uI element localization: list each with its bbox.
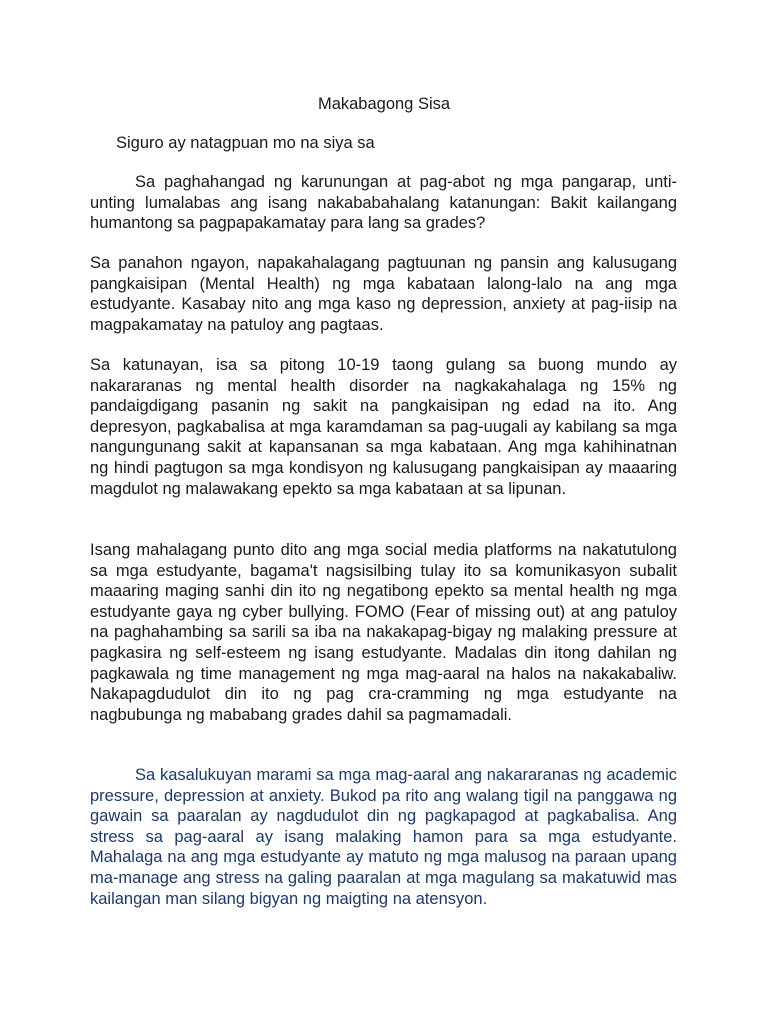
paragraph-intro: Sa paghahangad ng karunungan at pag-abot ng mga pangarap, unti-unting lumalabas ang isang nakababahalang katanungan: Bakit kailangang humantong sa pagpapakamatay para lang sa grades?: [90, 173, 677, 233]
paragraph-social-media: Isang mahalagang punto dito ang mga social media platforms na nakatutulong sa mga estudyante, bagama't nagsisilbing tulay ito sa komunikasyon subalit maaaring maging sanhi din ito ng negatibong epekto sa mental health ng mga estudyante gaya ng cyber bullying. FOMO (Fear of missing out) at ang patuloy na paghahambing sa sarili sa iba na nakakapag-bigay ng malaking pressure at pagkasira ng self-esteem ng isang estudyante. Madalas din itong dahilan ng pagkawala ng time management ng mga mag-aaral na halos na nakakabaliw. Nakapagdudulot din ito ng pag cra-cramming ng mga estudyante na nagbubunga ng mababang grades dahil sa pagmamadali.: [90, 541, 677, 724]
document-title: Makabagong Sisa: [317, 95, 451, 113]
document-subtitle: Siguro ay natagpuan mo na siya sa: [116, 134, 375, 152]
paragraph-statistics: Sa katunayan, isa sa pitong 10-19 taong gulang sa buong mundo ay nakararanas ng mental health disorder na nagkakahalaga ng 15% ng pandaigdigang pasanin ng sakit na pangkaisipan ng edad na ito. Ang depresyon, pagkabalisa at mga karamdaman sa pag-uugali ay kabilang sa mga nangungunang sakit at kapansanan sa mga kabataan. Ang mga kahihinatnan ng hindi pagtugon sa mga kondisyon ng kalusugang pangkaisipan ay maaaring magdulot ng malawakang epekto sa mga kabataan at sa lipunan.: [90, 356, 677, 498]
paragraph-academic-pressure: Sa kasalukuyan marami sa mga mag-aaral ang nakararanas ng academic pressure, depression at anxiety. Bukod pa rito ang walang tigil na panggawa ng gawain sa paaralan ay nagdudulot din ng pagkapagod at pagkabalisa. Ang stress sa pag-aaral ay isang malaking hamon para sa mga estudyante. Mahalaga na ang mga estudyante ay matuto ng mga malusog na paraan upang ma-manage ang stress na galing paaralan at mga magulang sa makatuwid mas kailangan man silang bigyan ng maigting na atensyon.: [90, 766, 677, 908]
paragraph-mental-health: Sa panahon ngayon, napakahalagang pagtuunan ng pansin ang kalusugang pangkaisipan (Mental Health) ng mga kabataan lalong-lalo na ang mga estudyante. Kasabay nito ang mga kaso ng depression, anxiety at pag-iisip na magpakamatay na patuloy ang pagtaas.: [90, 254, 677, 334]
